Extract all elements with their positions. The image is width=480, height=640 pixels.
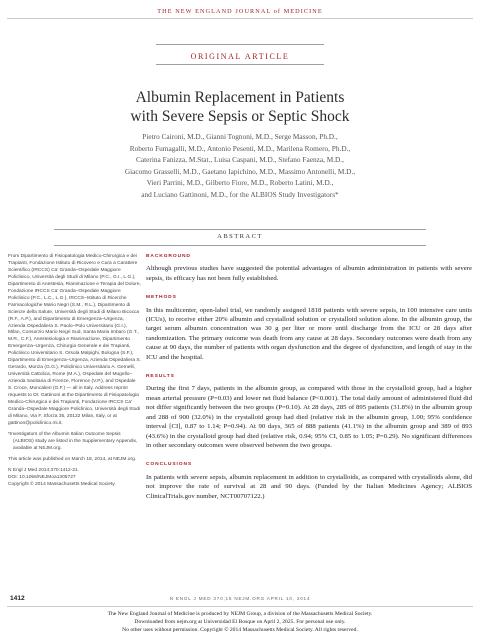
affiliation-text: From Dipartimento di Fisiopatologia Medico-Chirurgica e dei Trapianti, Fondazione Istituto di Ricovero e Cura a Carattere Scientifico (IRCCS) Ca' Granda–Ospedale Maggiore Policlinico, Università degli Studi di Milano (P.C., G.I., L.G.), Dipartimento di Anestesia, Rianimazione e Terapia del Dolore, Fondazione IRCCS Ca' Granda–Ospedale Maggiore Policlinico (P.C., L.C., L.G.), IRCCS–Istituto di Ricerche Farmacologiche Mario Negri (S.M., R.L.), Dipartimento di Scienze della Salute, Università degli Studi di Milano Bicocca (R.F., A.P.), and Dipartimento di Emergenza–Urgenza, Azienda Ospedaliera S. Paolo–Polo Universitario (G.I.), Milan, Consorzio Mario Negri Sud, Santa Maria Imbaro (G.T., M.R., C.F.), Anestesiologia e Rianimazione, Dipartimento Emergenza–Urgenza, Chirurgia Generale e dei Trapianti, Policlinico Universitario S. Orsola Malpighi, Bologna (S.F.), Dipartimento di Emergenza–Urgenza, Azienda Ospedaliera S. Gerardo, Monza (G.G.), Policlinico Universitario A. Gemelli, Università Cattolica, Rome (M.A.), Ospedale del Mugello–Azienda Sanitaria di Firenze, Florence (V.P.), and Ospedale S. Croce, Moncalieri (G.F.) — all in Italy. Address reprint requests to Dr. Gattinoni at the Dipartimento di Fisiopatologia Medico-Chirurgica e dei Trapianti, Fondazione IRCCS Ca' Granda–Ospedale Maggiore Policlinico, Università degli Studi di Milano, Via F. Sforza 35, 20122 Milan, Italy, or at gattinon@policlinico.mi.it.: [8, 254, 142, 426]
methods-text: In this multicenter, open-label trial, we randomly assigned 1818 patients with severe sepsis, in 100 intensive care units (ICUs), to receive either 20% albumin and crystalloid solution or crystalloid solution alone. In the albumin group, the target serum albumin concentration was 30 g per liter or more until discharge from the ICU or 28 days after randomization. The primary outcome was death from any cause at 28 days. Secondary outcomes were death from any cause at 90 days, the number of patients with organ dysfunction and the degree of dysfunction, and length of stay in the ICU and the hospital.: [146, 306, 472, 361]
article-title: [40, 89, 440, 126]
notice-line-1: The New England Journal of Medicine is produced by NEJM Group, a division of the Massachusetts Medical Society.: [107, 611, 373, 617]
copyright: Copyright © 2014 Massachusetts Medical Society.: [8, 481, 116, 487]
notice-line-3: No other uses without permission. Copyright © 2014 Massachusetts Medical Society. All rights reserved.: [122, 626, 358, 633]
title-line-2: with Severe Sepsis or Septic Shock: [130, 107, 350, 125]
citation: N Engl J Med 2014;370:1412-21.: [8, 467, 80, 473]
header-divider: [7, 18, 473, 19]
abstract-body: [146, 252, 472, 511]
affiliation-sidebar: [8, 254, 141, 489]
notice-line-2: Downloaded from nejm.org at Universidad El Bosque on April 2, 2025. For personal use only.: [134, 618, 346, 625]
abstract-label: ABSTRACT: [217, 233, 263, 240]
background-text: Although previous studies have suggested the potential advantages of albumin administration in patients with severe sepsis, its efficacy has not been fully established.: [146, 265, 472, 282]
author-line: Roberto Fumagalli, M.D., Antonio Pesenti, M.D., Marilena Romero, Ph.D.,: [129, 143, 351, 153]
background-heading: BACKGROUND: [146, 254, 191, 259]
abstract-rule-bottom: [54, 245, 426, 246]
publication-note: This article was published on March 18, 2014, at NEJM.org.: [8, 456, 137, 462]
author-line: Vieri Parrini, M.D., Gilberto Fiore, M.D., Roberto Latini, M.D.,: [146, 178, 334, 187]
methods-heading: METHODS: [146, 295, 177, 301]
section-label: ORIGINAL ARTICLE: [190, 52, 290, 61]
journal-header: THE NEW ENGLAND JOURNAL of MEDICINE: [157, 8, 323, 15]
author-line: Pietro Caironi, M.D., Gianni Tognoni, M.D., Serge Masson, Ph.D.,: [142, 132, 338, 141]
title-line-1: Albumin Replacement in Patients: [135, 89, 345, 106]
section-rule-top: [156, 44, 324, 45]
results-heading: RESULTS: [146, 374, 175, 380]
investigators-note: *Investigators of the Albumin Italian Outcome Sepsis (ALBIOS) study are listed in the Supplementary Appendix, available at NEJM.org.: [8, 431, 138, 451]
abstract-rule-top: [54, 229, 426, 230]
results-text: During the first 7 days, patients in the albumin group, as compared with those in the crystalloid group, had a higher mean arterial pressure (P=0.03) and lower net fluid balance (P<0.001). The total daily amount of administered fluid did not differ significantly between the two groups (P=0.10). At 28 days, 285 of 895 patients (31.8%) in the albumin group and 288 of 900 (32.0%) in the crystalloid group had died (relative risk in the albumin group, 1.00; 95% confidence interval [CI], 0.87 to 1.14; P=0.94). At 90 days, 365 of 888 patients (41.1%) in the albumin group and 389 of 893 (43.6%) in the crystalloid group had died (relative risk, 0.94; 95% CI, 0.85 to 1.05; P=0.29). No significant differences in other secondary outcomes were observed between the two groups.: [146, 385, 472, 449]
author-line: Giacomo Grasselli, M.D., Gaetano Iapichino, M.D., Massimo Antonelli, M.D.,: [124, 166, 356, 176]
footer-divider: [7, 606, 473, 607]
doi-link[interactable]: DOI: 10.1056/NEJMoa1305727: [8, 474, 76, 480]
conclusions-text: In patients with severe sepsis, albumin replacement in addition to crystalloids, as compared with crystalloids alone, did not improve the rate of survival at 28 and 90 days. (Funded by the Italian Medicines Agency; ALBIOS ClinicalTrials.gov number, NCT00707122.): [146, 473, 472, 500]
download-notice: [0, 611, 480, 635]
conclusions-heading: CONCLUSIONS: [146, 462, 193, 468]
section-rule-bottom: [156, 64, 324, 65]
running-footer: N ENGL J MED 370;15 NEJM.ORG APRIL 10, 2014: [169, 596, 311, 601]
author-line: Caterina Fanizza, M.Stat., Luisa Caspani, M.D., Stefano Faenza, M.D.,: [136, 155, 344, 164]
author-line: and Luciano Gattinoni, M.D., for the ALBIOS Study Investigators*: [141, 189, 339, 199]
author-list: [40, 131, 440, 200]
page-number: 1412: [10, 595, 25, 602]
